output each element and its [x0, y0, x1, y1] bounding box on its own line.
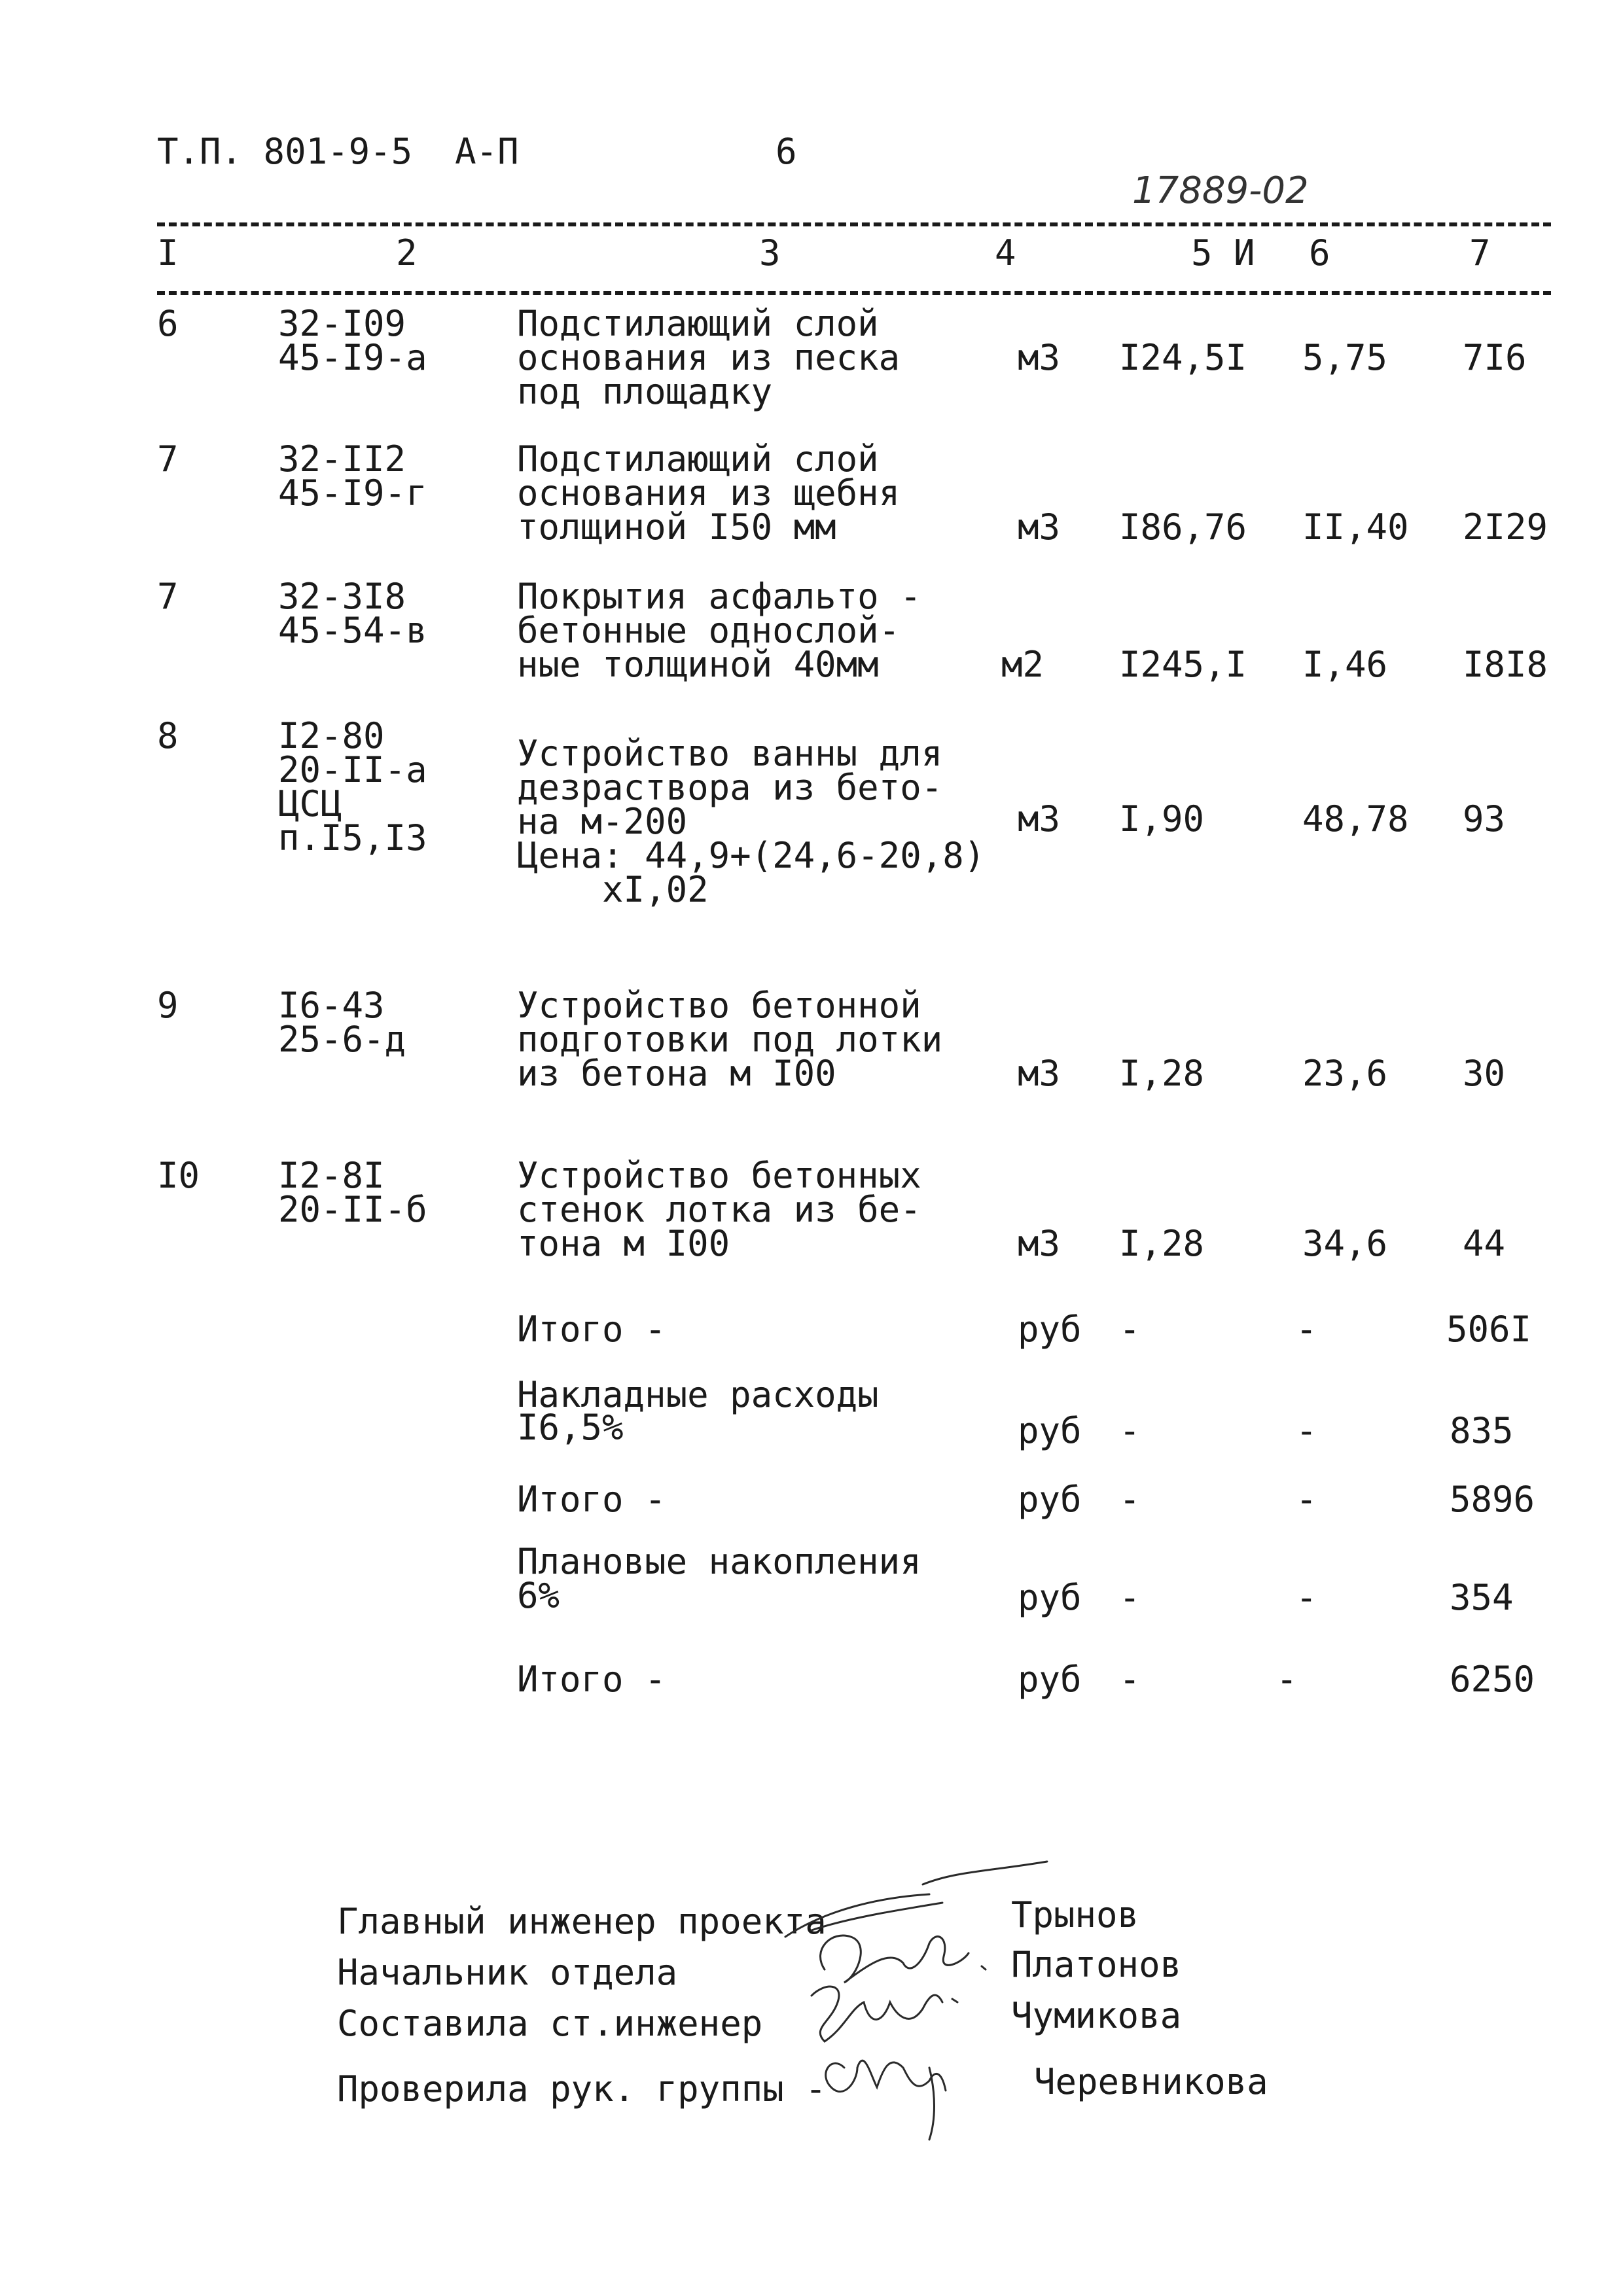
row-6-desc-1: Устройство бетонных — [517, 1155, 921, 1196]
total-1-total: 506I — [1446, 1309, 1532, 1350]
row-4-code-1: I2-80 — [278, 715, 385, 756]
total-5-total: 6250 — [1450, 1659, 1535, 1700]
row-3-desc-3: ные толщиной 40мм — [517, 644, 879, 685]
row-4-qty: I,90 — [1119, 798, 1205, 839]
total-3-label: Итого - — [517, 1479, 666, 1520]
total-4-unit: руб — [1018, 1577, 1082, 1618]
signature-role-3: Составила ст.инженер — [337, 2003, 763, 2044]
row-4-code-3: ЦСЦ — [278, 783, 342, 824]
row-5-no: 9 — [157, 985, 179, 1026]
row-5-unit: м3 — [1018, 1053, 1061, 1094]
row-3-code-2: 45-54-в — [278, 610, 427, 651]
column-header-5: 5 И — [1191, 232, 1255, 274]
row-3-code-1: 32-3I8 — [278, 576, 406, 617]
row-6-desc-2: стенок лотка из бе- — [517, 1189, 921, 1230]
signature-role-4: Проверила рук. группы - — [337, 2068, 827, 2110]
row-4-no: 8 — [157, 715, 179, 756]
row-5-code-2: 25-6-д — [278, 1019, 406, 1060]
row-6-total: 44 — [1463, 1223, 1506, 1264]
row-5-desc-2: подготовки под лотки — [517, 1019, 943, 1060]
row-2-code-2: 45-I9-г — [278, 472, 427, 514]
signature-role-2: Начальник отдела — [337, 1952, 678, 1993]
row-1-qty: I24,5I — [1119, 337, 1247, 378]
total-1-unit: руб — [1018, 1309, 1082, 1350]
document-code: Т.П. 801-9-5 А-П — [157, 131, 519, 172]
row-2-unit: м3 — [1018, 506, 1061, 548]
total-2-price: - — [1296, 1410, 1317, 1451]
row-4-total: 93 — [1463, 798, 1506, 839]
row-2-desc-3: толщиной I50 мм — [517, 506, 836, 548]
column-header-3: 3 — [759, 232, 781, 274]
total-2-unit: руб — [1018, 1410, 1082, 1451]
total-5-unit: руб — [1018, 1659, 1082, 1700]
column-header-2: 2 — [396, 232, 418, 274]
row-5-qty: I,28 — [1119, 1053, 1205, 1094]
row-1-price: 5,75 — [1302, 337, 1388, 378]
row-4-desc-1: Устройство ванны для — [517, 733, 943, 774]
total-1-qty: - — [1119, 1309, 1141, 1350]
total-5-qty: - — [1119, 1659, 1141, 1700]
handwritten-signatures — [772, 1832, 1073, 2159]
row-5-total: 30 — [1463, 1053, 1506, 1094]
total-2-label-2: I6,5% — [517, 1407, 624, 1448]
signature-name-4: Черевникова — [1034, 2061, 1268, 2102]
total-4-label-1: Плановые накопления — [517, 1541, 921, 1582]
row-2-total: 2I29 — [1463, 506, 1548, 548]
row-6-desc-3: тона м I00 — [517, 1223, 730, 1264]
archive-number: 17889-02 — [1132, 169, 1309, 212]
row-6-unit: м3 — [1018, 1223, 1061, 1264]
signature-role-1: Главный инженер проекта — [337, 1901, 827, 1942]
row-4-desc-5: xI,02 — [517, 869, 709, 910]
total-3-unit: руб — [1018, 1479, 1082, 1520]
row-1-desc-3: под площадку — [517, 371, 773, 412]
total-4-label-2: 6% — [517, 1575, 560, 1616]
row-6-qty: I,28 — [1119, 1223, 1205, 1264]
row-4-unit: м3 — [1018, 798, 1061, 839]
row-2-code-1: 32-II2 — [278, 438, 406, 480]
signature-name-2: Платонов — [1011, 1944, 1182, 1985]
row-5-code-1: I6-43 — [278, 985, 385, 1026]
signature-name-3: Чумикова — [1011, 1995, 1182, 2036]
row-1-total: 7I6 — [1463, 337, 1527, 378]
row-2-desc-1: Подстилающий слой — [517, 438, 879, 480]
row-1-code-2: 45-I9-а — [278, 337, 427, 378]
page-number: 6 — [776, 131, 797, 172]
row-1-code-1: 32-I09 — [278, 303, 406, 344]
row-1-desc-1: Подстилающий слой — [517, 303, 879, 344]
total-5-price: - — [1276, 1659, 1298, 1700]
row-4-desc-2: дезраствора из бето- — [517, 767, 943, 808]
column-header-6: 6 — [1309, 232, 1330, 274]
total-4-qty: - — [1119, 1577, 1141, 1618]
total-3-qty: - — [1119, 1479, 1141, 1520]
row-2-qty: I86,76 — [1119, 506, 1247, 548]
row-5-desc-3: из бетона м I00 — [517, 1053, 836, 1094]
row-3-total: I8I8 — [1463, 644, 1548, 685]
row-3-no: 7 — [157, 576, 179, 617]
total-3-total: 5896 — [1450, 1479, 1535, 1520]
row-6-no: I0 — [157, 1155, 200, 1196]
column-header-1: I — [157, 232, 179, 274]
column-header-4: 4 — [995, 232, 1016, 274]
total-4-price: - — [1296, 1577, 1317, 1618]
row-1-unit: м3 — [1018, 337, 1061, 378]
row-4-desc-4: Цена: 44,9+(24,6-20,8) — [517, 835, 986, 876]
row-3-qty: I245,I — [1119, 644, 1247, 685]
row-1-no: 6 — [157, 303, 179, 344]
total-4-total: 354 — [1450, 1577, 1514, 1618]
row-6-code-1: I2-8I — [278, 1155, 385, 1196]
total-3-price: - — [1296, 1479, 1317, 1520]
row-6-price: 34,6 — [1302, 1223, 1388, 1264]
row-6-code-2: 20-II-б — [278, 1189, 427, 1230]
row-4-code-4: п.I5,I3 — [278, 817, 427, 858]
total-2-label-1: Накладные расходы — [517, 1374, 879, 1415]
row-4-code-2: 20-II-а — [278, 749, 427, 790]
row-3-desc-1: Покрытия асфальто - — [517, 576, 921, 617]
header-rule-bottom — [157, 291, 1551, 295]
total-5-label: Итого - — [517, 1659, 666, 1700]
row-4-price: 48,78 — [1302, 798, 1409, 839]
total-2-total: 835 — [1450, 1410, 1514, 1451]
total-1-label: Итого - — [517, 1309, 666, 1350]
row-2-price: II,40 — [1302, 506, 1409, 548]
row-3-price: I,46 — [1302, 644, 1388, 685]
row-5-desc-1: Устройство бетонной — [517, 985, 921, 1026]
row-4-desc-3: на м-200 — [517, 801, 688, 842]
header-rule-top — [157, 222, 1551, 226]
row-3-unit: м2 — [1001, 644, 1044, 685]
row-5-price: 23,6 — [1302, 1053, 1388, 1094]
column-header-7: 7 — [1469, 232, 1491, 274]
row-2-desc-2: основания из щебня — [517, 472, 901, 514]
row-1-desc-2: основания из песка — [517, 337, 901, 378]
signature-name-1: Трынов — [1011, 1894, 1139, 1935]
row-2-no: 7 — [157, 438, 179, 480]
total-1-price: - — [1296, 1309, 1317, 1350]
total-2-qty: - — [1119, 1410, 1141, 1451]
row-3-desc-2: бетонные однослой- — [517, 610, 901, 651]
